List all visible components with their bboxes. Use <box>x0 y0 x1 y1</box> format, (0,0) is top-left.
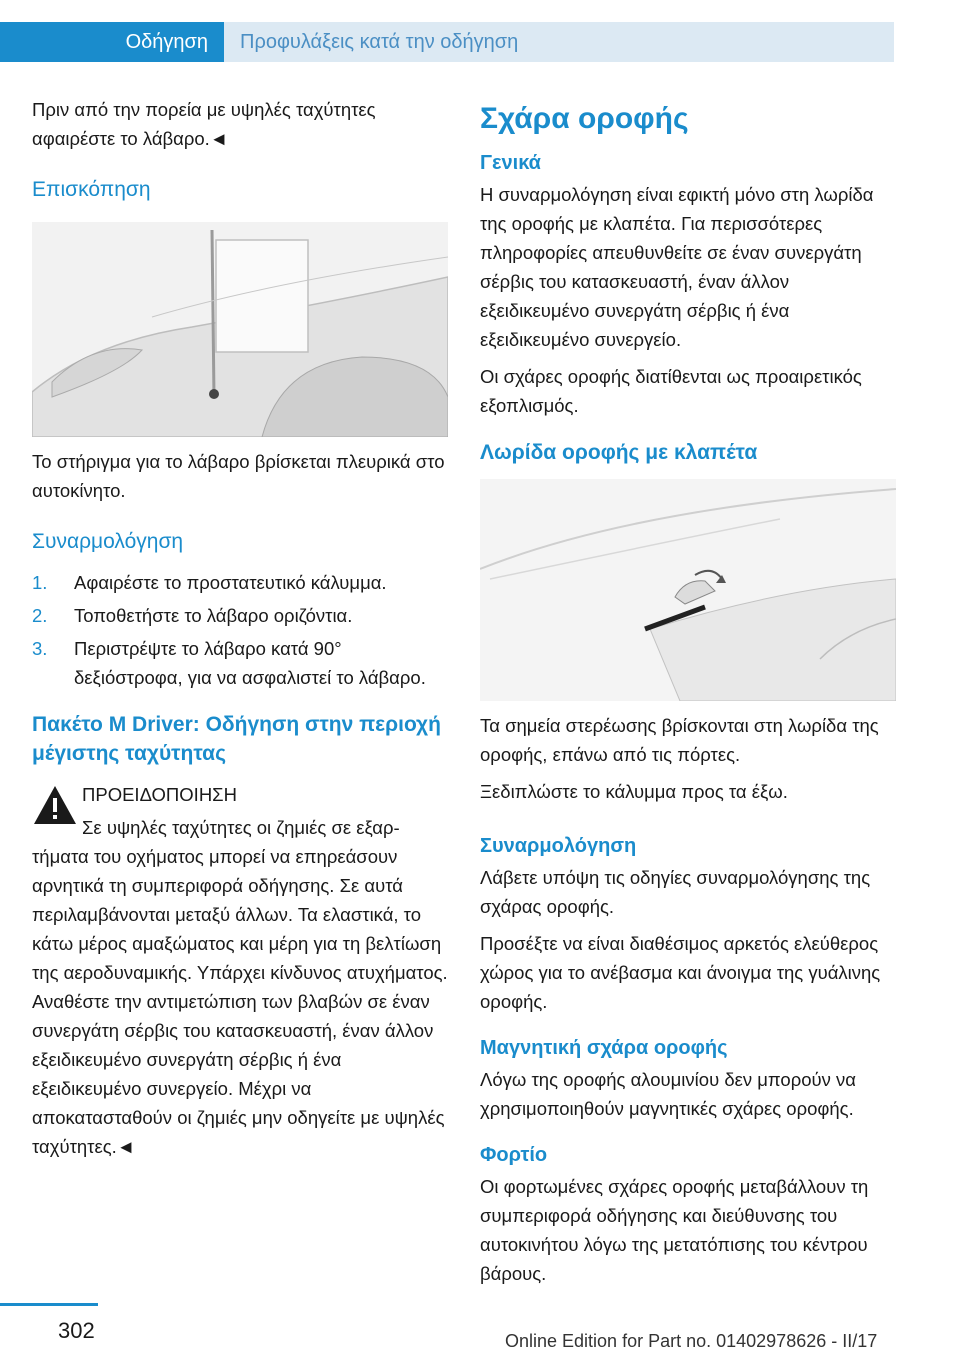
roof-strip-figure <box>480 479 896 701</box>
page-number: 302 <box>58 1318 95 1343</box>
assembly-heading-right: Συναρμολόγηση <box>480 835 637 857</box>
general-paragraph-1: Η συναρμολόγηση είναι εφικτή μόνο στη λωρίδα της οροφής με κλαπέτα. Για περισσότερες πληροφορίες απευθυνθείτε σε έναν συνεργάτη σέρβις του κατασκευαστή, έναν άλλον εξειδικευμένο συνεργάτη σέρβις ή ένα εξειδικευμένο συνεργείο. <box>480 184 874 350</box>
load-heading: Φορτίο <box>480 1144 548 1166</box>
warning-triangle-icon <box>32 784 78 826</box>
list-item: 1. Αφαιρέστε το προστατευτικό κάλυμμα. <box>32 572 387 593</box>
intro-text: Πριν από την πορεία με υψηλές ταχύτητες αφαιρέστε το λάβαρο.◄ <box>32 99 376 149</box>
overview-heading: Επισκόπηση <box>32 178 151 201</box>
warning-title: ΠΡΟΕΙΔΟΠΟΙΗΣΗ <box>82 784 237 805</box>
magnetic-rack-paragraph: Λόγω της οροφής αλουμινίου δεν μπορούν να χρησιμοποιηθούν μαγνητικές σχάρες οροφής. <box>480 1069 856 1119</box>
flag-mount-figure <box>32 222 448 437</box>
general-paragraph-2: Οι σχάρες οροφής διατίθενται ως προαιρετικός εξοπλισμός. <box>480 366 862 416</box>
list-item: 2. Τοποθετήστε το λάβαρο οριζόντια. <box>32 605 353 626</box>
page-header <box>0 0 960 62</box>
tab-driving-precautions[interactable]: Προφυλάξεις κατά την οδήγηση <box>224 22 894 62</box>
left-column <box>32 95 452 1161</box>
warning-text-first: Σε υψηλές ταχύτητες οι ζημιές σε εξαρ- <box>82 817 400 838</box>
assembly-paragraph-2: Προσέξτε να είναι διαθέσιμος αρκετός ελεύθερος χώρος για το ανέβασμα και άνοιγμα της γυάλινης οροφής. <box>480 933 881 1012</box>
list-item: 3. Περιστρέψτε το λάβαρο κατά 90° δεξιόστροφα, για να ασφαλιστεί το λάβαρο. <box>32 638 426 688</box>
tab-driving[interactable]: Οδήγηση <box>0 22 224 62</box>
roof-strip-heading: Λωρίδα οροφής με κλαπέτα <box>480 441 758 464</box>
footer-rule <box>0 1303 98 1306</box>
car-fender-illustration <box>32 222 448 437</box>
assembly-heading-left: Συναρμολόγηση <box>32 530 184 553</box>
roof-strip-instruction: Ξεδιπλώστε το κάλυμμα προς τα έξω. <box>480 781 788 802</box>
edition-note: Online Edition for Part no. 01402978626 - II/17 <box>505 1331 878 1351</box>
right-column <box>480 95 900 1296</box>
overview-caption: Το στήριγμα για το λάβαρο βρίσκεται πλευρικά στο αυτοκίνητο. <box>32 451 445 501</box>
magnetic-rack-heading: Μαγνητική σχάρα οροφής <box>480 1037 728 1059</box>
warning-block <box>32 780 452 1161</box>
roof-rack-title: Σχάρα οροφής <box>480 102 689 135</box>
general-heading: Γενικά <box>480 152 541 174</box>
load-paragraph: Οι φορτωμένες σχάρες οροφής μεταβάλλουν τη συμπεριφορά οδήγησης και διεύθυνσης του αυτοκινήτου λόγω της μετατόπισης του κέντρου βάρους. <box>480 1176 869 1284</box>
assembly-paragraph-1: Λάβετε υπόψη τις οδηγίες συναρμολόγησης της σχάρας οροφής. <box>480 867 871 917</box>
roof-strip-illustration <box>480 479 896 701</box>
assembly-steps <box>32 568 452 692</box>
mdriver-heading: Πακέτο M Driver: Οδήγηση στην περιοχή μέγιστης ταχύτητας <box>32 713 441 765</box>
warning-text: τήματα του οχήματος μπορεί να επηρεάσουν αρνητικά τη συμπεριφορά οδήγησης. Σε αυτά περιλαμβάνονται μεταξύ άλλων. Τα ελαστικά, το κάτω μέρος αμαξώματος και μέρη για τη βελτίωση της αεροδυναμικής. Υπάρχει κίνδυνος ατυχήματος. Αναθέστε την αντιμετώπιση των βλαβών σε έναν συνεργάτη σέρβις του κατασκευαστή, έναν άλλον εξειδικευμένο συνεργάτη σέρβις ή ένα εξειδικευμένο συνεργείο. Μέχρι να αποκατασταθούν οι ζημιές μην οδηγείτε με υψηλές ταχύτητες.◄ <box>32 846 448 1157</box>
roof-strip-caption: Τα σημεία στερέωσης βρίσκονται στη λωρίδα της οροφής, επάνω από τις πόρτες. <box>480 715 879 765</box>
